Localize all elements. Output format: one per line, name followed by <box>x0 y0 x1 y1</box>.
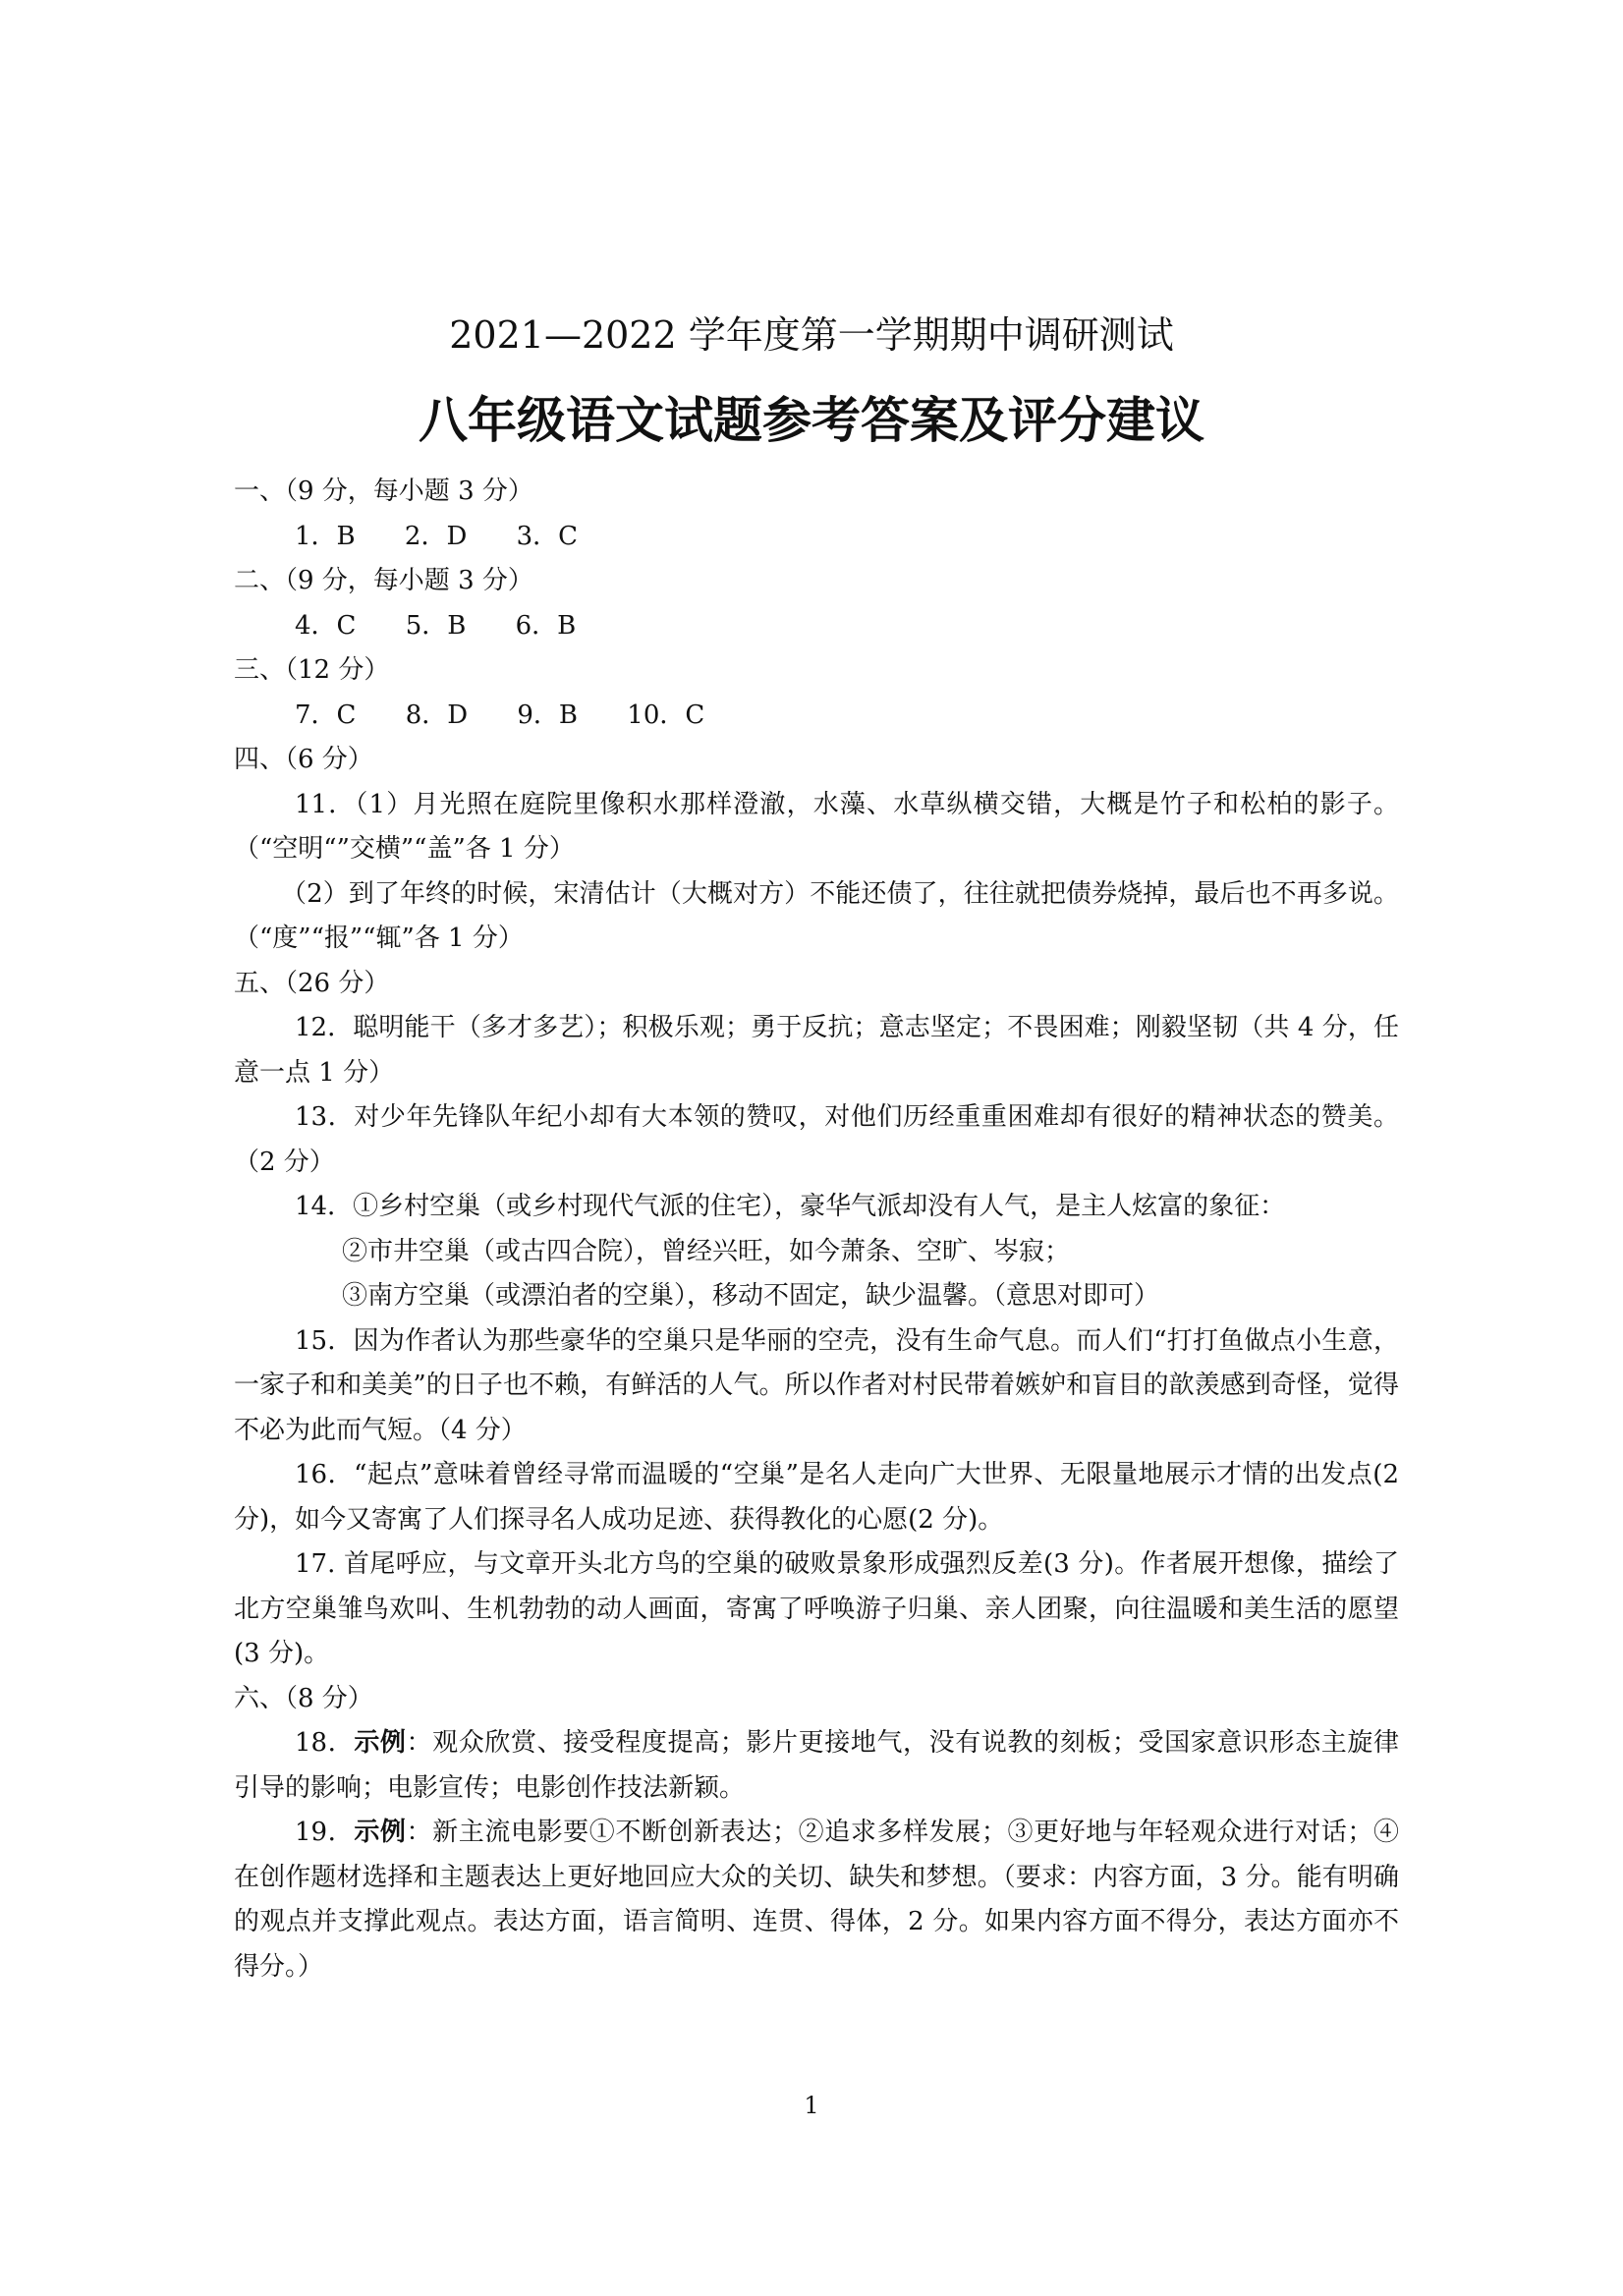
answer-19-number: 19． <box>295 1818 355 1847</box>
answer-2: 2．D <box>404 521 468 551</box>
answer-15: 15．因为作者认为那些豪华的空巢只是华丽的空壳，没有生命气息。而人们“打打鱼做点小生意，一家子和和美美”的日子也不赖，有鲜活的人气。所以作者对村民带着嫉妒和盲目的歆羡感到奇怪，觉得不必为此而气短。（4 分） <box>234 1325 1399 1445</box>
answer-14-line-3: ③南方空巢（或漂泊者的空巢），移动不固定，缺少温馨。（意思对即可） <box>342 1281 1160 1311</box>
answer-4: 4．C <box>295 610 357 641</box>
answer-17: 17. 首尾呼应，与文章开头北方鸟的空巢的破败景象形成强烈反差(3 分)。作者展开想像，描绘了北方空巢雏鸟欢叫、生机勃勃的动人画面，寄寓了呼唤游子归巢、亲人团聚，向往温暖和美生活的愿望(3 分)。 <box>234 1549 1399 1668</box>
section-heading-2: 二、（9 分，每小题 3 分） <box>234 566 533 595</box>
answer-14-line-1: 14．①乡村空巢（或乡村现代气派的住宅），豪华气派却没有人气，是主人炫富的象征： <box>295 1192 1286 1221</box>
section-heading-5: 五、（26 分） <box>234 968 390 998</box>
answer-content <box>234 470 1399 1989</box>
section-heading-3: 三、（12 分） <box>234 655 390 685</box>
answer-row-2 <box>234 604 1399 649</box>
answer-row-3 <box>234 694 1399 739</box>
answer-18-text: ：观众欣赏、接受程度提高；影片更接地气，没有说教的刻板；受国家意识形态主旋律引导的影响；电影宣传；电影创作技法新颖。 <box>234 1728 1399 1803</box>
answer-19-text: ：新主流电影要①不断创新表达；②追求多样发展；③更好地与年轻观众进行对话；④在创作题材选择和主题表达上更好地回应大众的关切、缺失和梦想。（要求：内容方面，3 分。能有明确的观点并支撑此观点。表达方面，语言简明、连贯、得体，2 分。如果内容方面不得分，表达方面亦不得分。） <box>234 1818 1399 1982</box>
answer-8: 8．D <box>405 700 469 730</box>
answer-13: 13．对少年先锋队年纪小却有大本领的赞叹，对他们历经重重困难却有很好的精神状态的赞美。（2 分） <box>234 1102 1399 1177</box>
answer-19 <box>234 1811 1399 1989</box>
answer-16: 16．“起点”意味着曾经寻常而温暖的“空巢”是名人走向广大世界、无限量地展示才情的出发点(2 分)，如今又寄寓了人们探寻名人成功足迹、获得教化的心愿(2 分)。 <box>234 1460 1399 1535</box>
answer-3: 3．C <box>516 521 579 551</box>
answer-5: 5．B <box>405 610 467 641</box>
answer-18-example-label: 示例 <box>354 1728 407 1758</box>
answer-11-part-2: （2）到了年终的时候，宋清估计（大概对方）不能还债了，往往就把债券烧掉，最后也不再多说。（“度”“报”“辄”各 1 分） <box>234 878 1399 953</box>
document-title-main: 八年级语文试题参考答案及评分建议 <box>419 392 1204 449</box>
answer-19-example-label: 示例 <box>354 1818 407 1847</box>
answer-18 <box>234 1721 1399 1811</box>
document-title-year: 2021—2022 学年度第一学期期中调研测试 <box>449 313 1174 357</box>
section-heading-4: 四、（6 分） <box>234 745 373 774</box>
section-heading-1: 一、（9 分，每小题 3 分） <box>234 476 533 506</box>
answer-row-1 <box>234 515 1399 560</box>
answer-6: 6．B <box>515 610 577 641</box>
section-heading-6: 六、（8 分） <box>234 1683 373 1713</box>
answer-1: 1．B <box>295 521 356 551</box>
answer-10: 10．C <box>627 700 705 730</box>
answer-7: 7．C <box>295 700 357 730</box>
page-number: 1 <box>804 2092 819 2119</box>
answer-9: 9．B <box>517 700 579 730</box>
answer-11-part-1: 11．（1）月光照在庭院里像积水那样澄澈，水藻、水草纵横交错，大概是竹子和松柏的影子。（“空明“”交横”“盖”各 1 分） <box>234 789 1399 864</box>
answer-14-line-2: ②市井空巢（或古四合院），曾经兴旺，如今萧条、空旷、岑寂； <box>342 1236 1071 1266</box>
answer-12: 12．聪明能干（多才多艺）；积极乐观；勇于反抗；意志坚定；不畏困难；刚毅坚韧（共 4 分，任意一点 1 分） <box>234 1013 1399 1088</box>
answer-18-number: 18． <box>295 1728 355 1758</box>
